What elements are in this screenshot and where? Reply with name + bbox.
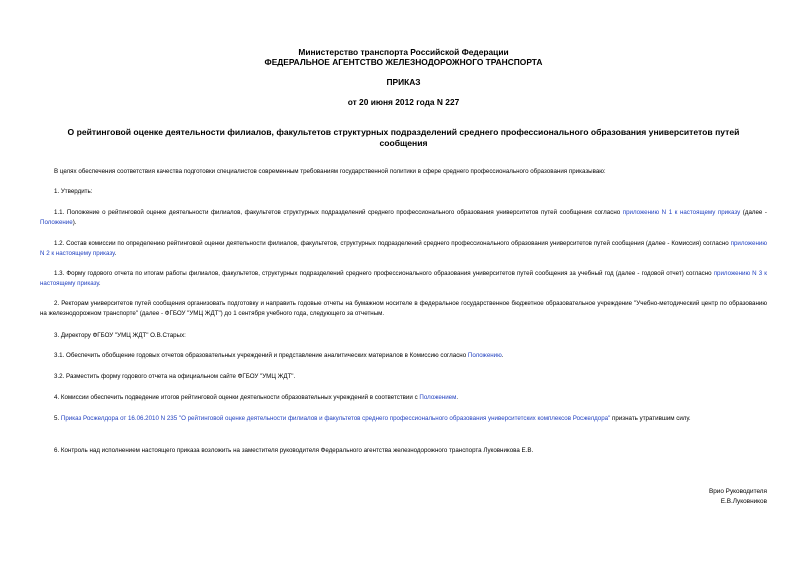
paragraph-1-1: [40, 208, 767, 227]
paragraph-4: [40, 393, 767, 403]
paragraph-1-1-end: ).: [72, 218, 77, 226]
repealed-order-link[interactable]: Приказ Росжелдора от 16.06.2010 N 235 "О рейтинговой оценке деятельности филиалов и факультетов среднего профессионального образования университетских комплексов Росжелдора": [60, 415, 611, 422]
paragraph-5-end: признать утратившим силу.: [610, 415, 691, 422]
paragraph-4-text: 4. Комиссии обеспечить подведение итогов рейтинговой оценки деятельности образовательных учреждений в соответствии с: [54, 394, 420, 401]
paragraph-3: 3. Директору ФГБОУ "УМЦ ЖДТ" О.В.Старых:: [54, 332, 186, 339]
paragraph-6: 6. Контроль над исполнением настоящего приказа возложить на заместителя руководителя Федерального агентства железнодорожного транспорта Луковникова Е.В.: [54, 447, 534, 454]
paragraph-5: [40, 414, 767, 424]
paragraph-1-2: [40, 239, 767, 258]
paragraph-1-3-text: 1.3. Форму годового отчета по итогам работы филиалов, факультетов, структурных подразделений среднего профессионального образования университетов путей сообщения за учебный год (далее - годовой отчет) согласно: [54, 270, 714, 277]
signature-role: Врио Руководителя: [708, 488, 767, 495]
appendix-2-link[interactable]: приложению N 2 к настоящему приказу: [40, 240, 767, 257]
paragraph-3-1: [40, 351, 767, 361]
paragraph-1-2-end: .: [114, 249, 117, 257]
regulation-link-3-1[interactable]: Положению: [467, 352, 502, 359]
regulation-link-4[interactable]: Положением: [419, 394, 457, 401]
appendix-3-link[interactable]: приложению N 3 к настоящему приказу: [40, 270, 767, 287]
paragraph-3-1-end: .: [501, 352, 504, 359]
paragraph-2: 2. Ректорам университетов путей сообщения организовать подготовку и направить годовые отчеты на бумажном носителе в федеральное государственное бюджетное образовательное учреждение "Учебно-методический центр по образованию на железнодорожном транспорте" (далее - ФГБОУ "УМЦ ЖДТ") до 1 сентября учебного года, следующего за отчетным.: [40, 300, 767, 317]
appendix-1-link[interactable]: приложению N 1 к настоящему приказу: [622, 209, 741, 216]
paragraph-4-end: .: [456, 394, 459, 401]
paragraph-1-1-text: 1.1. Положение о рейтинговой оценке деятельности филиалов, факультетов структурных подразделений среднего профессионального образования университетов путей сообщения согласно: [54, 209, 623, 216]
paragraph-3-1-text: 3.1. Обеспечить обобщение годовых отчетов образовательных учреждений и представление аналитических материалов в Комиссию согласно: [54, 352, 468, 359]
signature-name: Е.В.Луковников: [720, 498, 767, 505]
paragraph-1: 1. Утвердить:: [54, 188, 93, 195]
agency-heading: ФЕДЕРАЛЬНОЕ АГЕНТСТВО ЖЕЛЕЗНОДОРОЖНОГО ТРАНСПОРТА: [264, 57, 543, 67]
paragraph-1-3-end: .: [98, 279, 101, 287]
document-title-line-2: сообщения: [379, 138, 428, 148]
regulation-link[interactable]: Положение: [40, 218, 73, 226]
paragraph-1-2-text: 1.2. Состав комиссии по определению рейтинговой оценки деятельности филиалов, факультетов, структурных подразделений среднего профессионального образования университетов путей сообщения (далее - Комиссия) согласно: [54, 240, 731, 247]
paragraph-5-num: 5.: [54, 415, 61, 422]
paragraph-1-3: [40, 269, 767, 288]
paragraph-intro: В целях обеспечения соответствия качества подготовки специалистов современным требованиям государственной политики в сфере среднего профессионального образования приказываю:: [54, 168, 606, 175]
document-title-line-1: О рейтинговой оценке деятельности филиалов, факультетов структурных подразделений среднего профессионального образования университетов путей: [67, 127, 740, 137]
doc-type-heading: ПРИКАЗ: [386, 77, 421, 87]
ministry-heading: Министерство транспорта Российской Федерации: [298, 47, 509, 57]
date-number-heading: от 20 июня 2012 года N 227: [347, 97, 460, 107]
paragraph-1-1-mid: (далее -: [740, 209, 767, 216]
paragraph-3-2: 3.2. Разместить форму годового отчета на официальном сайте ФГБОУ "УМЦ ЖДТ".: [54, 373, 296, 380]
